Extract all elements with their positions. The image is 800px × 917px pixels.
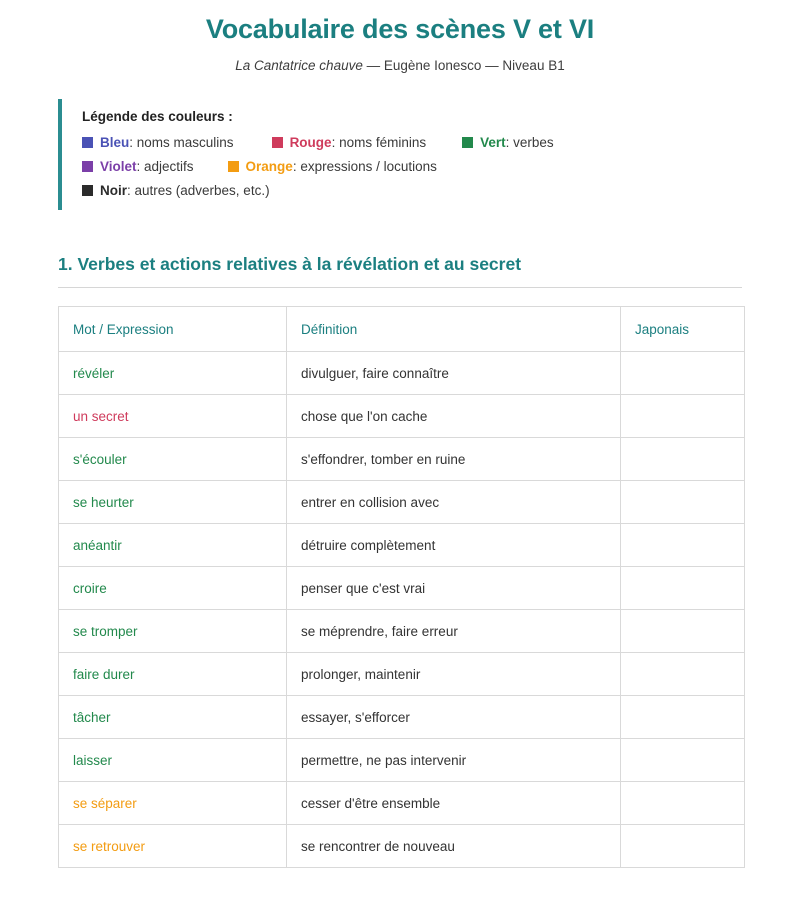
table-row: [59, 352, 745, 395]
cell-definition: essayer, s'efforcer: [287, 696, 621, 739]
legend-description: : noms masculins: [129, 135, 234, 150]
table-row: [59, 610, 745, 653]
legend-item-vert: [462, 135, 554, 150]
legend-item-orange: [228, 159, 437, 174]
section-heading: 1. Verbes et actions relatives à la révélation et au secret: [58, 254, 522, 274]
legend-item-bleu: [82, 135, 234, 150]
cell-word: un secret: [59, 395, 287, 438]
cell-definition: détruire complètement: [287, 524, 621, 567]
cell-japanese: [621, 524, 745, 567]
cell-definition: se rencontrer de nouveau: [287, 825, 621, 868]
cell-word: croire: [59, 567, 287, 610]
cell-definition: penser que c'est vrai: [287, 567, 621, 610]
legend-description: : noms féminins: [331, 135, 427, 150]
legend-key: Violet: [100, 159, 137, 174]
column-header-definition: Définition: [287, 307, 621, 352]
legend-row: [82, 183, 742, 198]
legend-item-noir: [82, 183, 270, 198]
cell-definition: prolonger, maintenir: [287, 653, 621, 696]
column-header-japanese: Japonais: [621, 307, 745, 352]
cell-japanese: [621, 610, 745, 653]
cell-japanese: [621, 739, 745, 782]
subtitle-work: La Cantatrice chauve: [235, 58, 363, 73]
table-header: [59, 307, 745, 352]
table-row: [59, 438, 745, 481]
subtitle-credits: — Eugène Ionesco — Niveau B1: [362, 58, 565, 73]
cell-japanese: [621, 782, 745, 825]
cell-word: révéler: [59, 352, 287, 395]
table-header-row: [59, 307, 745, 352]
legend-row: [82, 135, 742, 150]
legend-swatch-rouge-icon: [272, 137, 283, 148]
cell-definition: divulguer, faire connaître: [287, 352, 621, 395]
legend-swatch-noir-icon: [82, 185, 93, 196]
legend-description: : autres (adverbes, etc.): [127, 183, 270, 198]
legend-item-rouge: [272, 135, 427, 150]
cell-japanese: [621, 567, 745, 610]
cell-word: tâcher: [59, 696, 287, 739]
cell-definition: chose que l'on cache: [287, 395, 621, 438]
legend-description: : adjectifs: [136, 159, 194, 174]
legend-swatch-orange-icon: [228, 161, 239, 172]
cell-japanese: [621, 825, 745, 868]
cell-word: se heurter: [59, 481, 287, 524]
cell-japanese: [621, 395, 745, 438]
cell-japanese: [621, 653, 745, 696]
legend-swatch-violet-icon: [82, 161, 93, 172]
table-body: [59, 352, 745, 868]
legend-swatch-vert-icon: [462, 137, 473, 148]
cell-word: se retrouver: [59, 825, 287, 868]
color-legend: [58, 99, 742, 210]
legend-key: Bleu: [100, 135, 130, 150]
section-divider: [58, 287, 742, 288]
column-header-word: Mot / Expression: [59, 307, 287, 352]
cell-japanese: [621, 481, 745, 524]
table-row: [59, 696, 745, 739]
cell-definition: cesser d'être ensemble: [287, 782, 621, 825]
legend-description: : verbes: [505, 135, 554, 150]
legend-item-violet: [82, 159, 194, 174]
table-row: [59, 481, 745, 524]
cell-word: laisser: [59, 739, 287, 782]
legend-title: Légende des couleurs :: [82, 109, 233, 124]
legend-rows: [82, 135, 742, 198]
cell-definition: entrer en collision avec: [287, 481, 621, 524]
table-row: [59, 395, 745, 438]
cell-word: faire durer: [59, 653, 287, 696]
cell-word: se séparer: [59, 782, 287, 825]
legend-swatch-bleu-icon: [82, 137, 93, 148]
table-row: [59, 524, 745, 567]
table-row: [59, 739, 745, 782]
legend-key: Orange: [245, 159, 293, 174]
page-subtitle: [58, 45, 742, 73]
legend-description: : expressions / locutions: [292, 159, 437, 174]
cell-definition: se méprendre, faire erreur: [287, 610, 621, 653]
vocabulary-table: [58, 306, 745, 868]
cell-definition: permettre, ne pas intervenir: [287, 739, 621, 782]
legend-key: Noir: [100, 183, 127, 198]
legend-row: [82, 159, 742, 174]
cell-japanese: [621, 438, 745, 481]
cell-japanese: [621, 352, 745, 395]
table-row: [59, 782, 745, 825]
table-row: [59, 653, 745, 696]
legend-key: Rouge: [289, 135, 332, 150]
cell-word: s'écouler: [59, 438, 287, 481]
cell-japanese: [621, 696, 745, 739]
page-title: Vocabulaire des scènes V et VI: [205, 14, 595, 44]
table-row: [59, 825, 745, 868]
table-row: [59, 567, 745, 610]
cell-definition: s'effondrer, tomber en ruine: [287, 438, 621, 481]
cell-word: anéantir: [59, 524, 287, 567]
legend-key: Vert: [480, 135, 506, 150]
cell-word: se tromper: [59, 610, 287, 653]
